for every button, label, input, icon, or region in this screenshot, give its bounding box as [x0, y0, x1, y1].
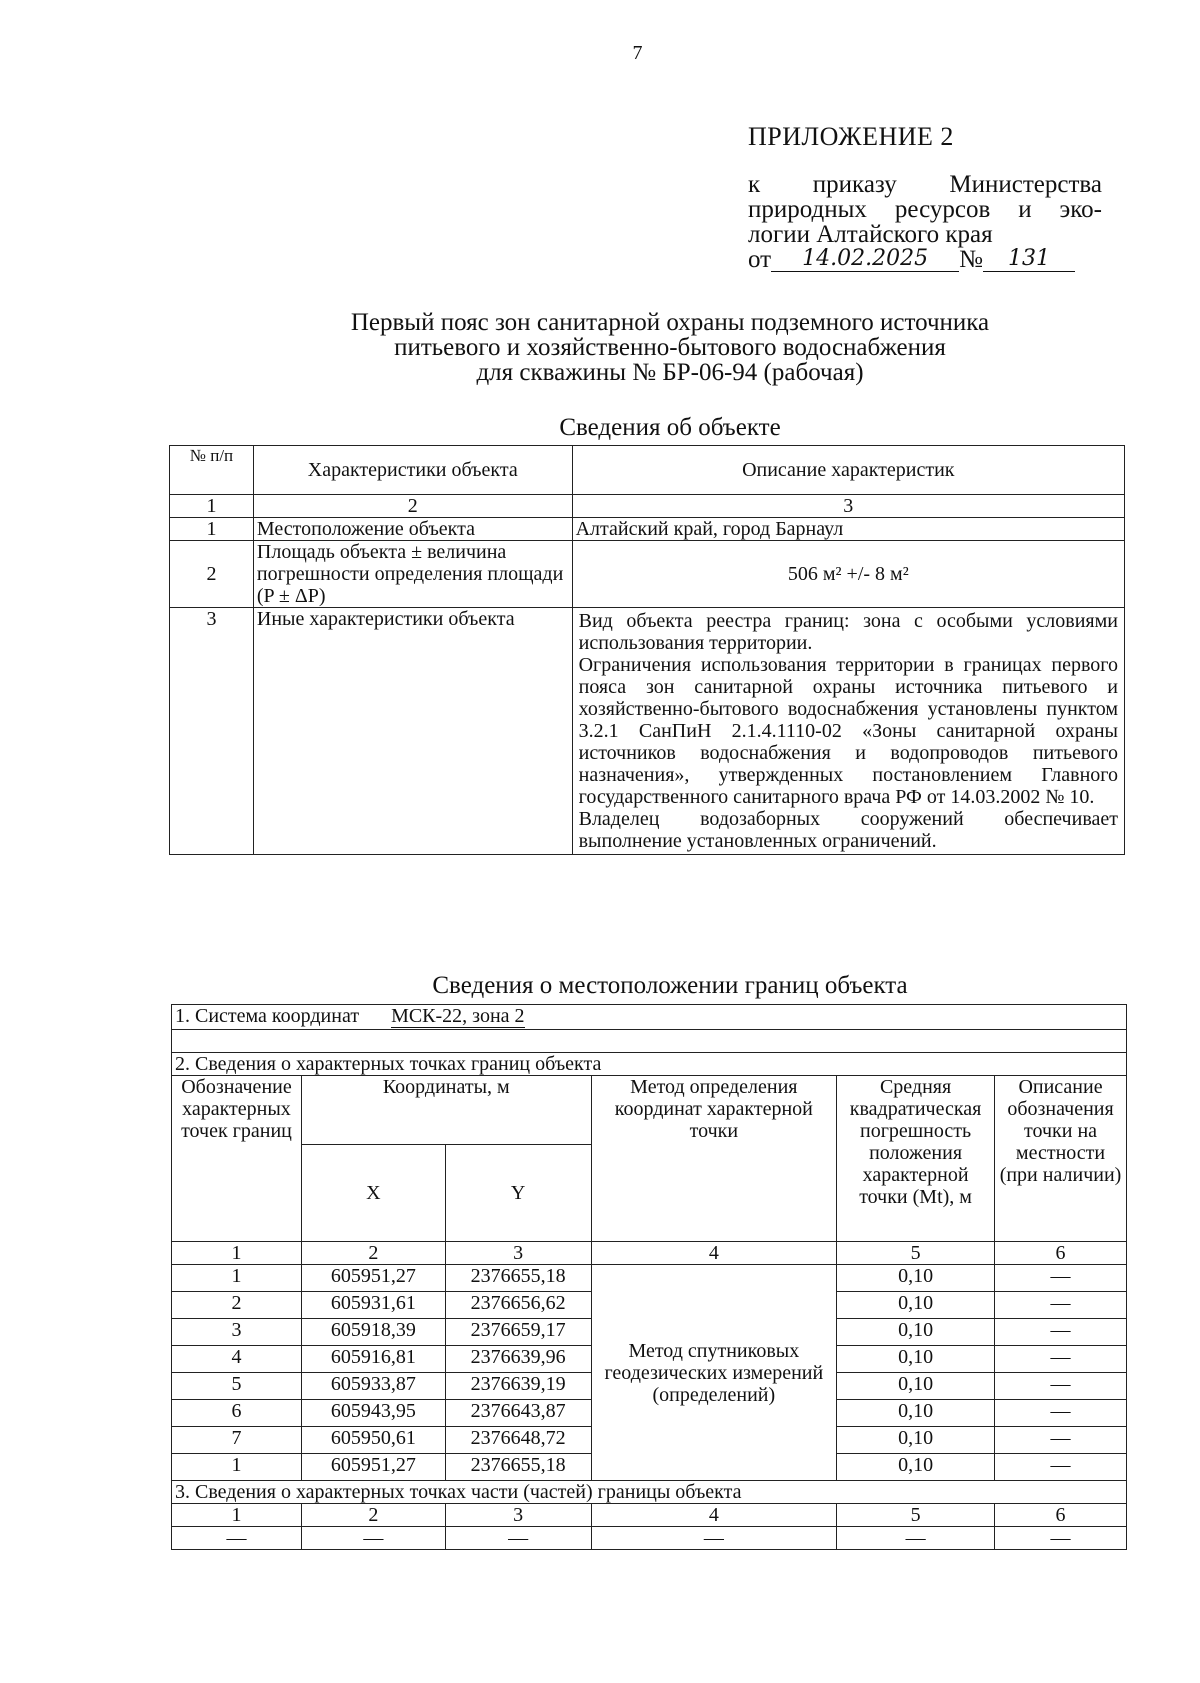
empty-value: — — [445, 1527, 591, 1550]
column-number: 1 — [172, 1242, 302, 1265]
column-number: 1 — [170, 495, 254, 518]
point-x: 605916,81 — [301, 1346, 445, 1373]
column-number: 4 — [591, 1504, 837, 1527]
table-row — [172, 1265, 1127, 1292]
point-x: 605951,27 — [301, 1454, 445, 1481]
location-title: Сведения о местоположении границ объекта — [432, 972, 908, 999]
column-numbers-row — [172, 1504, 1127, 1527]
header-characteristics: Характеристики объекта — [253, 446, 572, 495]
point-accuracy: 0,10 — [837, 1292, 995, 1319]
point-description: — — [995, 1373, 1127, 1400]
description-paragraph: Владелец водозаборных сооружений обеспечивает выполнение установленных ограничений. — [578, 808, 1118, 852]
table-row — [172, 1527, 1127, 1550]
section-2-label: 2. Сведения о характерных точках границ объекта — [172, 1053, 1127, 1076]
object-info-table — [169, 445, 1125, 855]
boundary-points-table — [171, 1004, 1127, 1550]
header-point: Обозначение характерных точек границ — [172, 1076, 302, 1242]
table-row — [170, 495, 1125, 518]
point-description: — — [995, 1346, 1127, 1373]
point-id: 2 — [172, 1292, 302, 1319]
point-y: 2376659,17 — [445, 1319, 591, 1346]
point-y: 2376656,62 — [445, 1292, 591, 1319]
point-y: 2376648,72 — [445, 1427, 591, 1454]
empty-value: — — [301, 1527, 445, 1550]
point-y: 2376639,96 — [445, 1346, 591, 1373]
point-x: 605931,61 — [301, 1292, 445, 1319]
section-row — [172, 1481, 1127, 1504]
section-3-label: 3. Сведения о характерных точках части (частей) границы объекта — [172, 1481, 1127, 1504]
row-name: Площадь объекта ± величина погрешности определения площади (P ± ΔP) — [253, 541, 572, 608]
document-heading — [180, 310, 1160, 385]
row-description: Алтайский край, город Барнаул — [572, 518, 1124, 541]
row-name: Иные характеристики объекта — [253, 608, 572, 855]
header-description: Описание обозначения точки на местности (при наличии) — [995, 1076, 1127, 1242]
coordinate-system-row — [172, 1005, 1127, 1030]
point-id: 1 — [172, 1454, 302, 1481]
point-x: 605943,95 — [301, 1400, 445, 1427]
point-description: — — [995, 1265, 1127, 1292]
point-y: 2376639,19 — [445, 1373, 591, 1400]
header-number: № п/п — [170, 446, 254, 495]
point-id: 7 — [172, 1427, 302, 1454]
table-row — [170, 541, 1125, 608]
row-number: 2 — [170, 541, 254, 608]
column-number: 2 — [301, 1504, 445, 1527]
description-paragraph: Ограничения использования территории в границах первого пояса зон санитарной охраны источника питьевого и хозяйственно-бытового водоснабжения установлены пунктом 3.2.1 СанПиН 2.1.4.1110-02 «Зоны санитарной охраны источников водоснабжения и водопроводов питьевого назначения», утвержденных постановлением Главного государственного санитарного врача РФ от 14.03.2002 № 10. — [578, 654, 1118, 808]
row-description — [572, 608, 1124, 855]
handwritten-date: 14.02.2025 — [771, 247, 959, 272]
empty-value: — — [995, 1527, 1127, 1550]
empty-value: — — [591, 1527, 837, 1550]
point-x: 605933,87 — [301, 1373, 445, 1400]
row-description: 506 м² +/- 8 м² — [572, 541, 1124, 608]
point-id: 5 — [172, 1373, 302, 1400]
table-row — [170, 608, 1125, 855]
handwritten-number: 131 — [983, 247, 1075, 272]
number-prefix: № — [959, 246, 983, 273]
order-line: логии Алтайского края — [748, 221, 993, 248]
point-description: — — [995, 1400, 1127, 1427]
point-description: — — [995, 1292, 1127, 1319]
date-prefix: от — [748, 246, 772, 273]
page-number: 7 — [632, 42, 643, 64]
point-description: — — [995, 1319, 1127, 1346]
column-number: 6 — [995, 1242, 1127, 1265]
column-number: 5 — [837, 1242, 995, 1265]
coordinate-system-value: МСК-22, зона 2 — [391, 1005, 525, 1027]
description-paragraph: Вид объекта реестра границ: зона с особыми условиями использования территории. — [578, 610, 1118, 654]
point-description: — — [995, 1427, 1127, 1454]
point-x: 605951,27 — [301, 1265, 445, 1292]
table-header-row — [172, 1076, 1127, 1145]
point-id: 3 — [172, 1319, 302, 1346]
heading-line: питьевого и хозяйственно-бытового водоснабжения — [394, 334, 946, 361]
column-number: 2 — [253, 495, 572, 518]
order-line: к приказу Министерства — [748, 171, 1102, 198]
column-number: 2 — [301, 1242, 445, 1265]
column-number: 3 — [572, 495, 1124, 518]
point-accuracy: 0,10 — [837, 1319, 995, 1346]
point-accuracy: 0,10 — [837, 1454, 995, 1481]
header-accuracy: Средняя квадратическая погрешность положения характерной точки (Mt), м — [837, 1076, 995, 1242]
table-header-row — [170, 446, 1125, 495]
empty-value: — — [172, 1527, 302, 1550]
heading-line: Первый пояс зон санитарной охраны подземного источника — [350, 309, 990, 336]
point-x: 605918,39 — [301, 1319, 445, 1346]
order-line: природных ресурсов и эко- — [748, 196, 1102, 223]
row-number: 1 — [170, 518, 254, 541]
column-number: 3 — [445, 1504, 591, 1527]
point-accuracy: 0,10 — [837, 1427, 995, 1454]
point-accuracy: 0,10 — [837, 1400, 995, 1427]
point-y: 2376655,18 — [445, 1454, 591, 1481]
point-id: 1 — [172, 1265, 302, 1292]
column-number: 4 — [591, 1242, 837, 1265]
column-number: 3 — [445, 1242, 591, 1265]
table-row — [170, 518, 1125, 541]
point-description: — — [995, 1454, 1127, 1481]
header-y: Y — [445, 1145, 591, 1242]
section-row — [172, 1053, 1127, 1076]
heading-line: для скважины № БР-06-94 (рабочая) — [476, 359, 864, 386]
header-method: Метод определения координат характерной точки — [591, 1076, 837, 1242]
appendix-title: ПРИЛОЖЕНИЕ 2 — [748, 122, 954, 151]
column-number: 6 — [995, 1504, 1127, 1527]
point-accuracy: 0,10 — [837, 1346, 995, 1373]
point-id: 4 — [172, 1346, 302, 1373]
point-x: 605950,61 — [301, 1427, 445, 1454]
order-reference — [748, 172, 1102, 272]
object-info-title: Сведения об объекте — [559, 414, 781, 441]
coordinate-system-label: 1. Система координат — [175, 1005, 360, 1027]
point-y: 2376643,87 — [445, 1400, 591, 1427]
spacer-row — [172, 1030, 1127, 1053]
header-description: Описание характеристик — [572, 446, 1124, 495]
empty-value: — — [837, 1527, 995, 1550]
column-number: 5 — [837, 1504, 995, 1527]
point-id: 6 — [172, 1400, 302, 1427]
method-cell: Метод спутниковых геодезических измерений (определений) — [591, 1265, 837, 1481]
row-name: Местоположение объекта — [253, 518, 572, 541]
point-y: 2376655,18 — [445, 1265, 591, 1292]
order-date-number — [748, 247, 1102, 272]
column-number: 1 — [172, 1504, 302, 1527]
point-accuracy: 0,10 — [837, 1265, 995, 1292]
row-number: 3 — [170, 608, 254, 855]
point-accuracy: 0,10 — [837, 1373, 995, 1400]
header-x: X — [301, 1145, 445, 1242]
header-coordinates: Координаты, м — [301, 1076, 591, 1145]
column-numbers-row — [172, 1242, 1127, 1265]
